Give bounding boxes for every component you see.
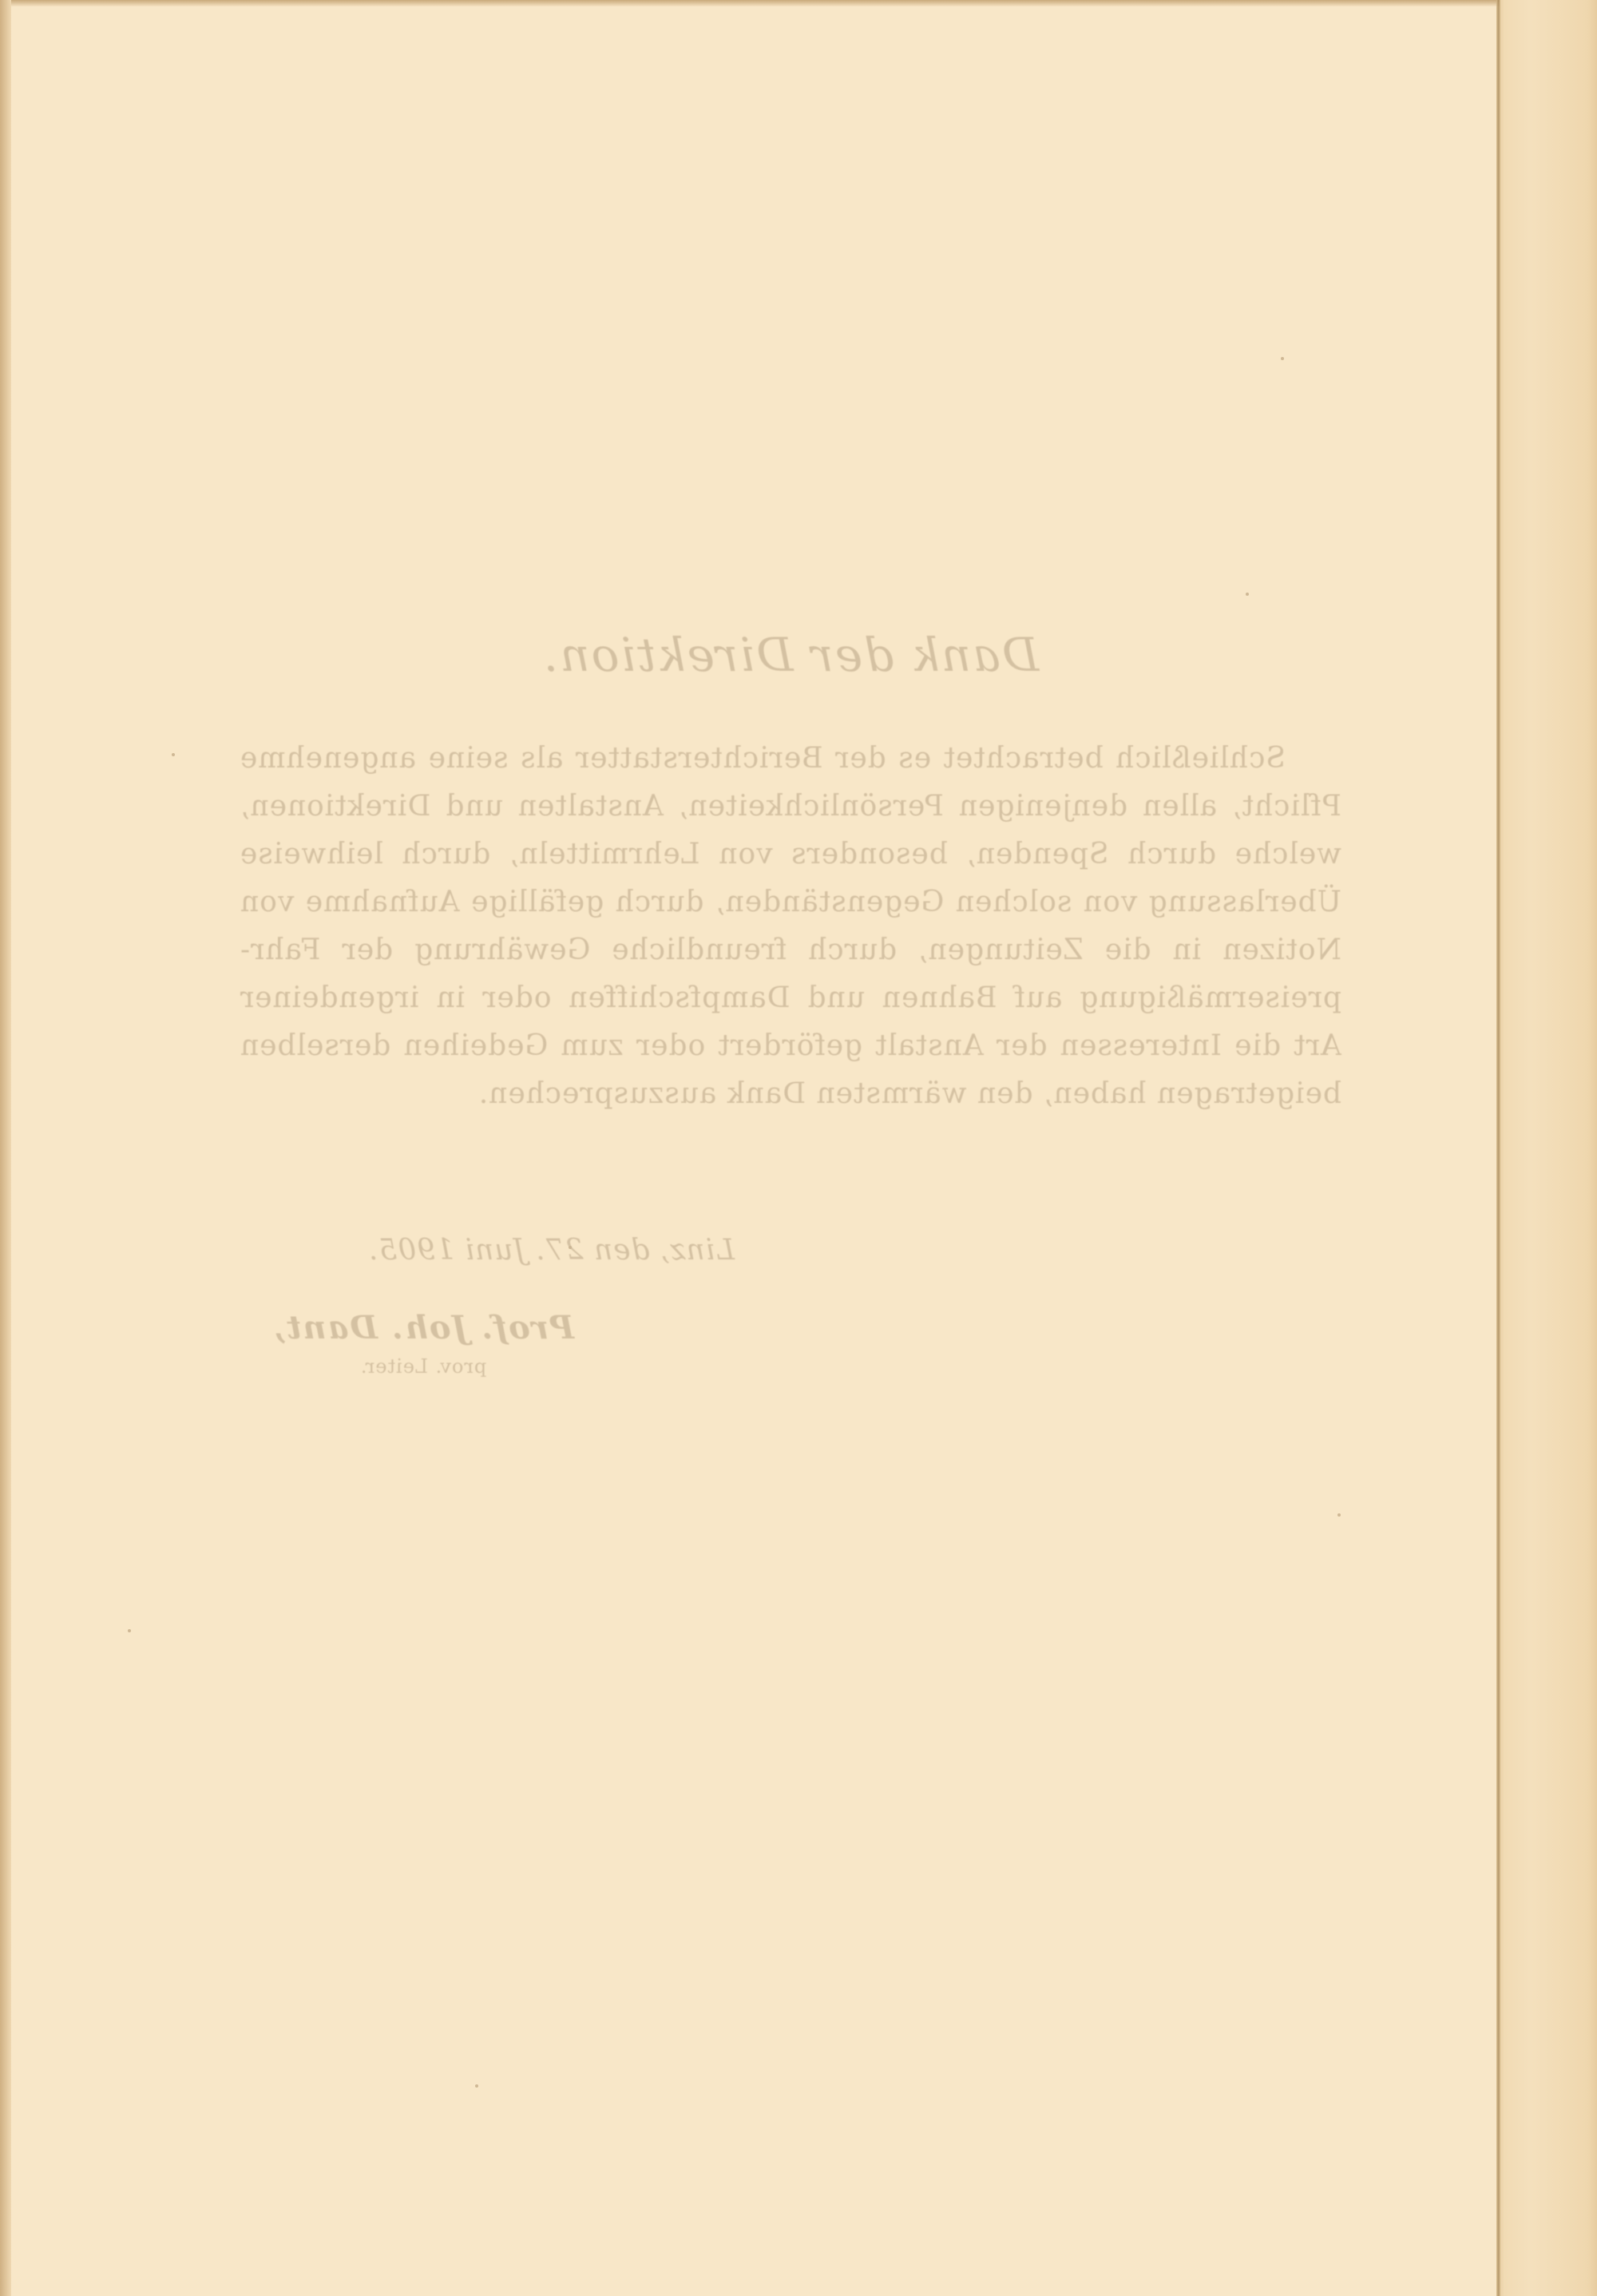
top-page-edge xyxy=(0,0,1500,6)
paragraph-line: Art die Interessen der Anstalt gefördert oder zum Gedeihen derselben xyxy=(240,1029,1341,1062)
paper-speck xyxy=(1337,1513,1341,1517)
paragraph-line: Schließlich betrachtet es der Berichterstatter als seine angenehme xyxy=(240,742,1286,775)
page-heading: Dank der Direktion. xyxy=(541,628,1040,682)
bleed-through-text xyxy=(240,615,1341,1414)
signature-block xyxy=(240,1306,607,1382)
paper-speck xyxy=(172,753,175,756)
paragraph xyxy=(240,735,1341,1118)
signature-title: prov. Leiter. xyxy=(359,1355,487,1378)
page-fold-line xyxy=(1496,0,1500,2296)
paragraph-line: Überlassung von solchen Gegenständen, durch gefällige Aufnahme von xyxy=(240,886,1341,918)
paper-speck xyxy=(1246,593,1249,596)
left-page-edge xyxy=(0,0,11,2296)
paragraph-line: welche durch Spenden, besonders von Lehrmitteln, durch leihweise xyxy=(240,838,1341,870)
paragraph-line: beigetragen haben, den wärmsten Dank auszusprechen. xyxy=(478,1077,1341,1110)
signature-name: Prof. Joh. Dant, xyxy=(271,1309,575,1346)
paragraph-line: Notizen in die Zeitungen, durch freundliche Gewährung der Fahr- xyxy=(240,934,1341,966)
paragraph-line: Pflicht, allen denjenigen Persönlichkeiten, Anstalten und Direktionen, xyxy=(240,790,1341,823)
paper-speck xyxy=(1281,357,1284,360)
adjacent-page-strip xyxy=(1500,0,1597,2296)
paper-speck xyxy=(475,2084,478,2088)
paragraph-line: preisermäßigung auf Bahnen und Dampfschiffen oder in irgendeiner xyxy=(240,981,1341,1014)
paper-speck xyxy=(128,1629,131,1632)
date-line: Linz, den 27. Juni 1905. xyxy=(368,1234,735,1267)
